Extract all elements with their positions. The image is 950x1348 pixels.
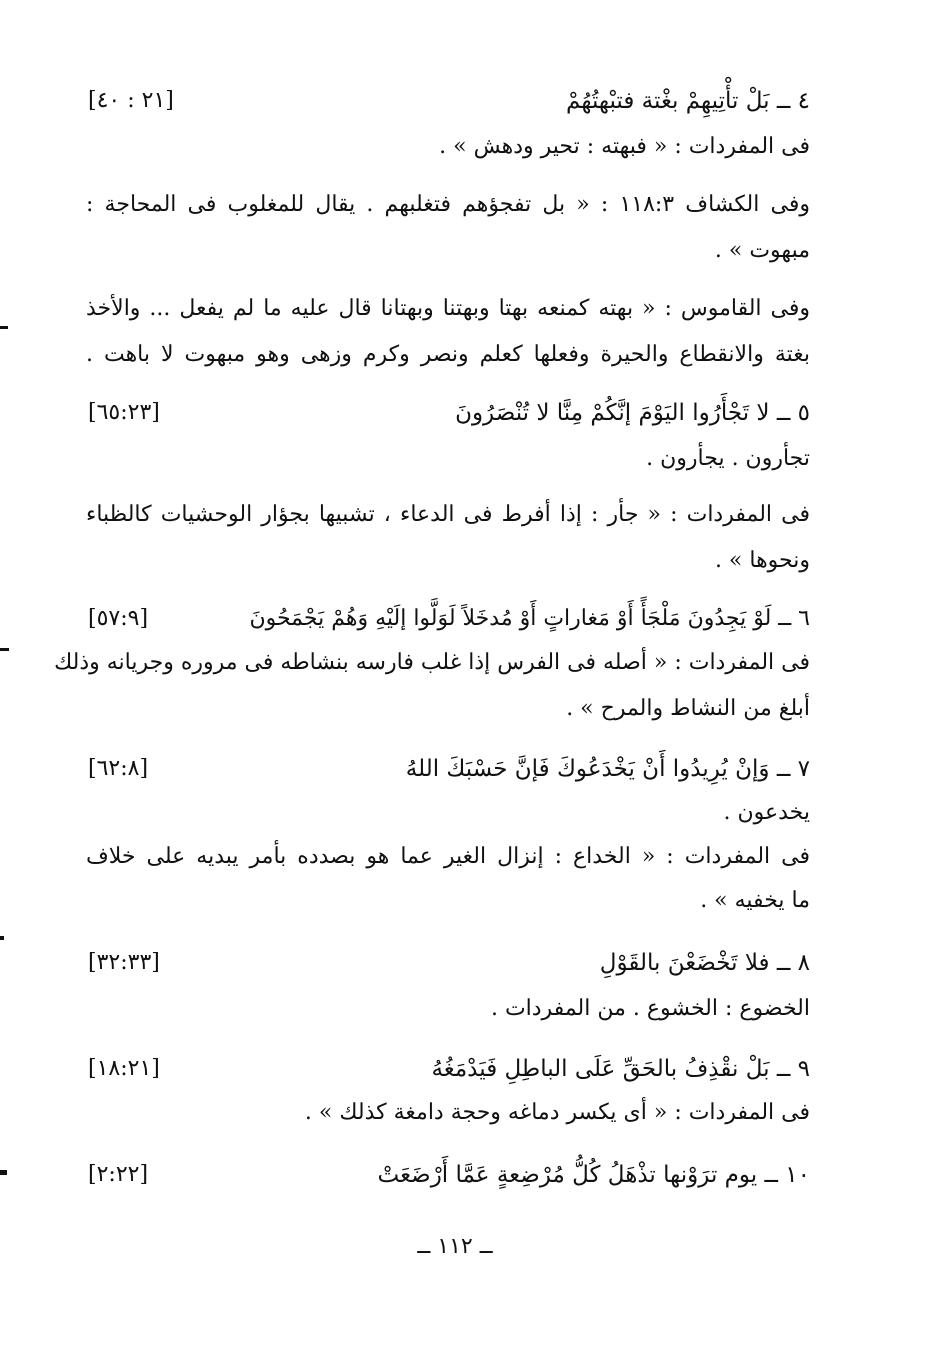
verse-9-reference: [١٨:٢١] — [88, 1056, 160, 1081]
note-8-1: الخضوع : الخشوع . من المفردات . — [490, 996, 810, 1021]
scan-mark — [0, 326, 8, 329]
verse-8-reference: [٣٢:٣٣] — [88, 950, 160, 975]
note-5-1: تجأرون . يجأرون . — [646, 446, 810, 471]
note-4-1: فى المفردات : « فبهته : تحير ودهش » . — [439, 134, 810, 159]
note-4-5: بغتة والانقطاع والحيرة وفعلها كعلم ونصر وكرم وزهى وهو مبهوت لا باهت . — [86, 342, 810, 367]
verse-6-reference: [٥٧:٩] — [88, 606, 149, 631]
note-4-2: وفى الكشاف ١١٨:٣ : « بل تفجؤهم فتغلبهم . يقال للمغلوب فى المحاجة : — [86, 192, 810, 217]
verse-4: ٤ ــ بَلْ تأْتِيهِمْ بغْتة فتبْهتُهُمْ — [566, 88, 810, 114]
verse-4-reference: [٢١ : ٤٠] — [88, 88, 174, 113]
verse-7: ٧ ــ وَإنْ يُرِيدُوا أَنْ يَخْدَعُوكَ فَإنَّ حَسْبَكَ اللهُ — [405, 756, 810, 782]
verse-5: ٥ ــ لا تَجْأَرُوا اليَوْمَ إنَّكُمْ مِنَّا لا تُنْصَرُونَ — [455, 400, 810, 426]
note-6-2: أبلغ من النشاط والمرح » . — [566, 696, 810, 721]
verse-8: ٨ ــ فلا تَخْضَعْنَ بالقَوْلِ — [599, 950, 810, 976]
note-7-3: ما يخفيه » . — [700, 888, 810, 913]
scan-mark — [0, 1170, 7, 1175]
note-5-2: فى المفردات : « جأر : إذا أفرط فى الدعاء ، تشبيها بجؤار الوحشيات كالظباء — [86, 502, 810, 527]
note-5-3: ونحوها » . — [714, 548, 810, 573]
verse-10-reference: [٢:٢٢] — [88, 1162, 149, 1187]
note-6-1: فى المفردات : « أصله فى الفرس إذا غلب فارسه بنشاطه فى مروره وجريانه وذلك — [54, 650, 810, 675]
verse-5-reference: [٦٥:٢٣] — [88, 400, 160, 425]
note-7-2: فى المفردات : « الخداع : إنزال الغير عما هو بصدده بأمر يبديه على خلاف — [86, 844, 810, 869]
note-4-4: وفى القاموس : « بهته كمنعه بهتا وبهتنا وبهتانا قال عليه ما لم يفعل ... والأخذ — [86, 296, 810, 321]
page-number: ــ ١١٢ ــ — [417, 1234, 493, 1259]
note-9-1: فى المفردات : « أى يكسر دماغه وحجة دامغة كذلك » . — [304, 1100, 810, 1125]
scan-mark — [0, 648, 9, 651]
note-4-3: مبهوت » . — [714, 238, 810, 263]
verse-10: ١٠ ــ يوم ترَوْنها تذْهَلُ كُلُّ مُرْضِعةٍ عَمَّا أَرْضَعَتْ — [377, 1162, 810, 1188]
verse-7-reference: [٦٢:٨] — [88, 756, 149, 781]
note-7-1: يخدعون . — [723, 800, 810, 825]
verse-6: ٦ ــ لَوْ يَجِدُونَ مَلْجَأً أَوْ مَغاراتٍ أَوْ مُدخَلاً لَوَلَّوا إلَيْهِ وَهُمْ يَجْمَحُونَ — [249, 606, 810, 631]
verse-9: ٩ ــ بَلْ نقْذِفُ بالحَقِّ عَلَى الباطِلِ فَيَدْمَغُهُ — [431, 1056, 810, 1082]
scan-mark — [0, 936, 4, 940]
